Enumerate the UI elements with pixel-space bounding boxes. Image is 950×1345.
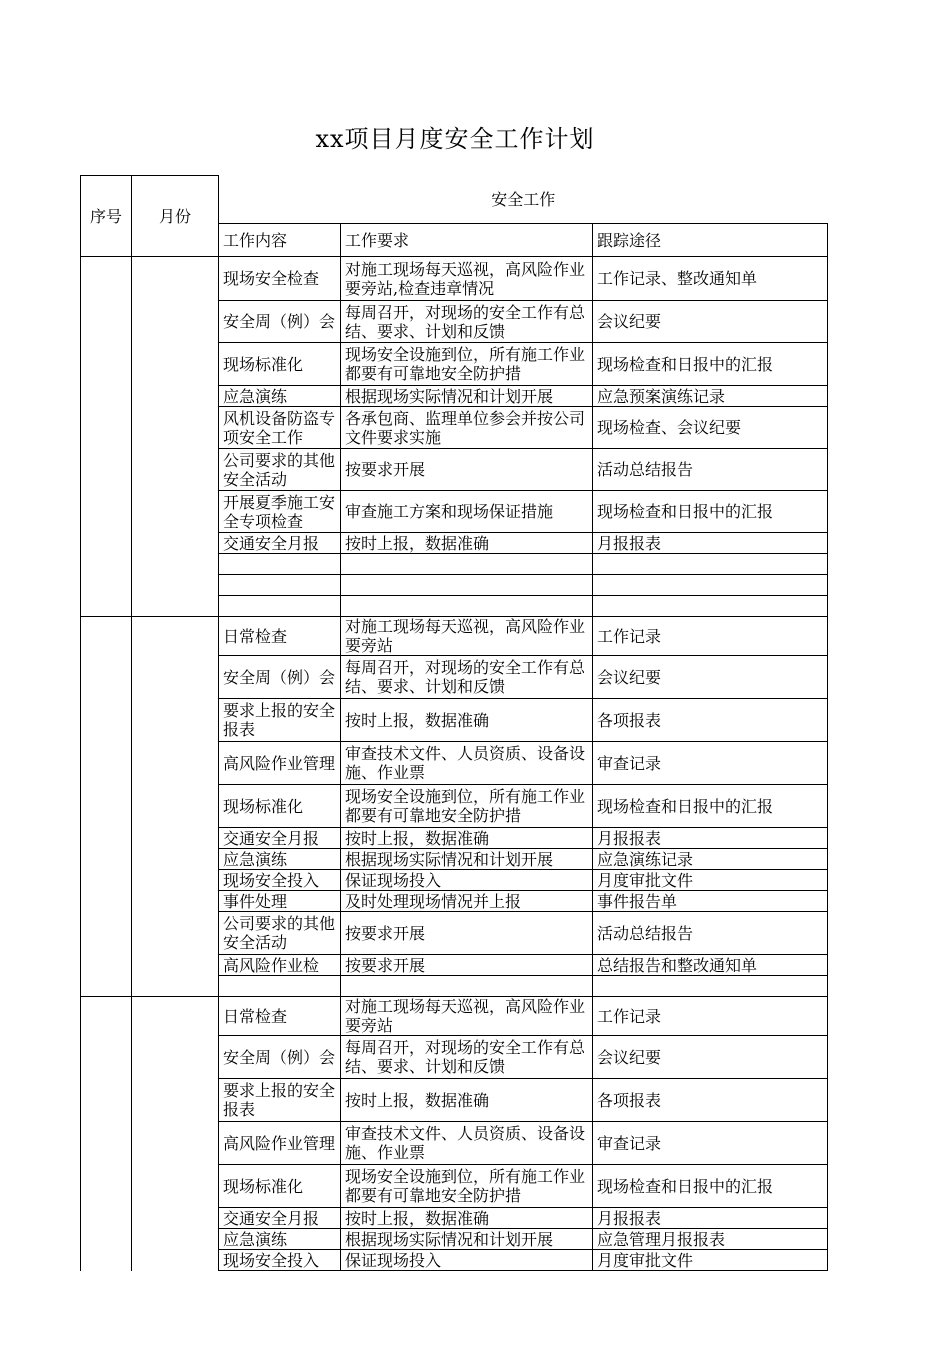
requirement-cell: 对施工现场每天巡视，高风险作业要旁站: [341, 617, 593, 656]
content-cell: 日常检查: [219, 617, 341, 656]
header-month: 月份: [132, 176, 219, 257]
content-cell: [219, 976, 341, 997]
content-cell: [219, 554, 341, 575]
requirement-cell: 按时上报，数据准确: [341, 1208, 593, 1229]
content-cell: 交通安全月报: [219, 828, 341, 849]
tracking-cell: 月报报表: [593, 533, 828, 554]
tracking-cell: 会议纪要: [593, 656, 828, 699]
tracking-cell: 月度审批文件: [593, 870, 828, 891]
content-cell: 现场安全投入: [219, 870, 341, 891]
content-cell: 安全周（例）会: [219, 1036, 341, 1079]
tracking-cell: 审查记录: [593, 742, 828, 785]
content-cell: 事件处理: [219, 891, 341, 912]
document-title: xx项目月度安全工作计划: [315, 125, 595, 153]
month-cell: [132, 617, 219, 997]
requirement-cell: 每周召开，对现场的安全工作有总结、要求、计划和反馈: [341, 301, 593, 343]
content-cell: 风机设备防盗专项安全工作: [219, 407, 341, 449]
table-row: [81, 617, 828, 656]
safety-plan-table: [80, 175, 828, 1271]
content-cell: 要求上报的安全报表: [219, 1079, 341, 1122]
requirement-cell: 按要求开展: [341, 955, 593, 976]
requirement-cell: 按时上报，数据准确: [341, 533, 593, 554]
requirement-cell: [341, 554, 593, 575]
header-tracking: 跟踪途径: [593, 224, 828, 257]
header-requirement: 工作要求: [341, 224, 593, 257]
tracking-cell: 工作记录: [593, 617, 828, 656]
content-cell: 现场安全投入: [219, 1250, 341, 1271]
tracking-cell: [593, 596, 828, 617]
index-cell: [81, 997, 132, 1271]
requirement-cell: 根据现场实际情况和计划开展: [341, 386, 593, 407]
requirement-cell: 对施工现场每天巡视，高风险作业要旁站: [341, 997, 593, 1036]
content-cell: 安全周（例）会: [219, 301, 341, 343]
content-cell: 安全周（例）会: [219, 656, 341, 699]
requirement-cell: 按时上报，数据准确: [341, 699, 593, 742]
header-index: 序号: [81, 176, 132, 257]
requirement-cell: 现场安全设施到位，所有施工作业都要有可靠地安全防护措: [341, 343, 593, 386]
content-cell: 应急演练: [219, 1229, 341, 1250]
month-cell: [132, 257, 219, 617]
content-cell: 交通安全月报: [219, 1208, 341, 1229]
tracking-cell: 事件报告单: [593, 891, 828, 912]
requirement-cell: 审查施工方案和现场保证措施: [341, 491, 593, 533]
content-cell: 应急演练: [219, 849, 341, 870]
content-cell: 公司要求的其他安全活动: [219, 912, 341, 955]
tracking-cell: 应急管理月报报表: [593, 1229, 828, 1250]
tracking-cell: 工作记录、整改通知单: [593, 257, 828, 301]
requirement-cell: 现场安全设施到位，所有施工作业都要有可靠地安全防护措: [341, 1165, 593, 1208]
content-cell: 现场标准化: [219, 785, 341, 828]
month-cell: [132, 997, 219, 1271]
tracking-cell: 现场检查和日报中的汇报: [593, 491, 828, 533]
table-row: [81, 997, 828, 1036]
requirement-cell: 每周召开，对现场的安全工作有总结、要求、计划和反馈: [341, 656, 593, 699]
requirement-cell: 及时处理现场情况并上报: [341, 891, 593, 912]
tracking-cell: 月报报表: [593, 828, 828, 849]
content-cell: 应急演练: [219, 386, 341, 407]
requirement-cell: 按要求开展: [341, 449, 593, 491]
requirement-cell: 审查技术文件、人员资质、设备设施、作业票: [341, 1122, 593, 1165]
content-cell: 现场标准化: [219, 1165, 341, 1208]
requirement-cell: 现场安全设施到位，所有施工作业都要有可靠地安全防护措: [341, 785, 593, 828]
tracking-cell: 应急预案演练记录: [593, 386, 828, 407]
requirement-cell: [341, 596, 593, 617]
content-cell: 交通安全月报: [219, 533, 341, 554]
requirement-cell: 根据现场实际情况和计划开展: [341, 1229, 593, 1250]
requirement-cell: 审查技术文件、人员资质、设备设施、作业票: [341, 742, 593, 785]
content-cell: [219, 596, 341, 617]
tracking-cell: [593, 976, 828, 997]
tracking-cell: 月度审批文件: [593, 1250, 828, 1271]
header-safety-work: 安全工作: [219, 176, 828, 224]
tracking-cell: [593, 554, 828, 575]
tracking-cell: 活动总结报告: [593, 912, 828, 955]
index-cell: [81, 617, 132, 997]
requirement-cell: 对施工现场每天巡视，高风险作业要旁站,检查违章情况: [341, 257, 593, 301]
content-cell: [219, 575, 341, 596]
tracking-cell: 各项报表: [593, 1079, 828, 1122]
requirement-cell: 根据现场实际情况和计划开展: [341, 849, 593, 870]
tracking-cell: 应急演练记录: [593, 849, 828, 870]
tracking-cell: 工作记录: [593, 997, 828, 1036]
requirement-cell: 保证现场投入: [341, 1250, 593, 1271]
table-row: [81, 257, 828, 301]
tracking-cell: 会议纪要: [593, 1036, 828, 1079]
tracking-cell: 现场检查和日报中的汇报: [593, 1165, 828, 1208]
content-cell: 开展夏季施工安全专项检查: [219, 491, 341, 533]
tracking-cell: 各项报表: [593, 699, 828, 742]
tracking-cell: 现场检查和日报中的汇报: [593, 785, 828, 828]
requirement-cell: 按要求开展: [341, 912, 593, 955]
tracking-cell: 总结报告和整改通知单: [593, 955, 828, 976]
index-cell: [81, 257, 132, 617]
content-cell: 高风险作业管理: [219, 1122, 341, 1165]
tracking-cell: 月报报表: [593, 1208, 828, 1229]
content-cell: 现场安全检查: [219, 257, 341, 301]
tracking-cell: 活动总结报告: [593, 449, 828, 491]
requirement-cell: 保证现场投入: [341, 870, 593, 891]
content-cell: 高风险作业管理: [219, 742, 341, 785]
tracking-cell: 会议纪要: [593, 301, 828, 343]
tracking-cell: 现场检查、会议纪要: [593, 407, 828, 449]
requirement-cell: 各承包商、监理单位参会并按公司文件要求实施: [341, 407, 593, 449]
requirement-cell: 按时上报，数据准确: [341, 1079, 593, 1122]
content-cell: 日常检查: [219, 997, 341, 1036]
content-cell: 高风险作业检: [219, 955, 341, 976]
content-cell: 要求上报的安全报表: [219, 699, 341, 742]
content-cell: 公司要求的其他安全活动: [219, 449, 341, 491]
requirement-cell: 每周召开，对现场的安全工作有总结、要求、计划和反馈: [341, 1036, 593, 1079]
tracking-cell: 现场检查和日报中的汇报: [593, 343, 828, 386]
header-content: 工作内容: [219, 224, 341, 257]
content-cell: 现场标准化: [219, 343, 341, 386]
tracking-cell: [593, 575, 828, 596]
tracking-cell: 审查记录: [593, 1122, 828, 1165]
requirement-cell: [341, 976, 593, 997]
requirement-cell: [341, 575, 593, 596]
requirement-cell: 按时上报，数据准确: [341, 828, 593, 849]
